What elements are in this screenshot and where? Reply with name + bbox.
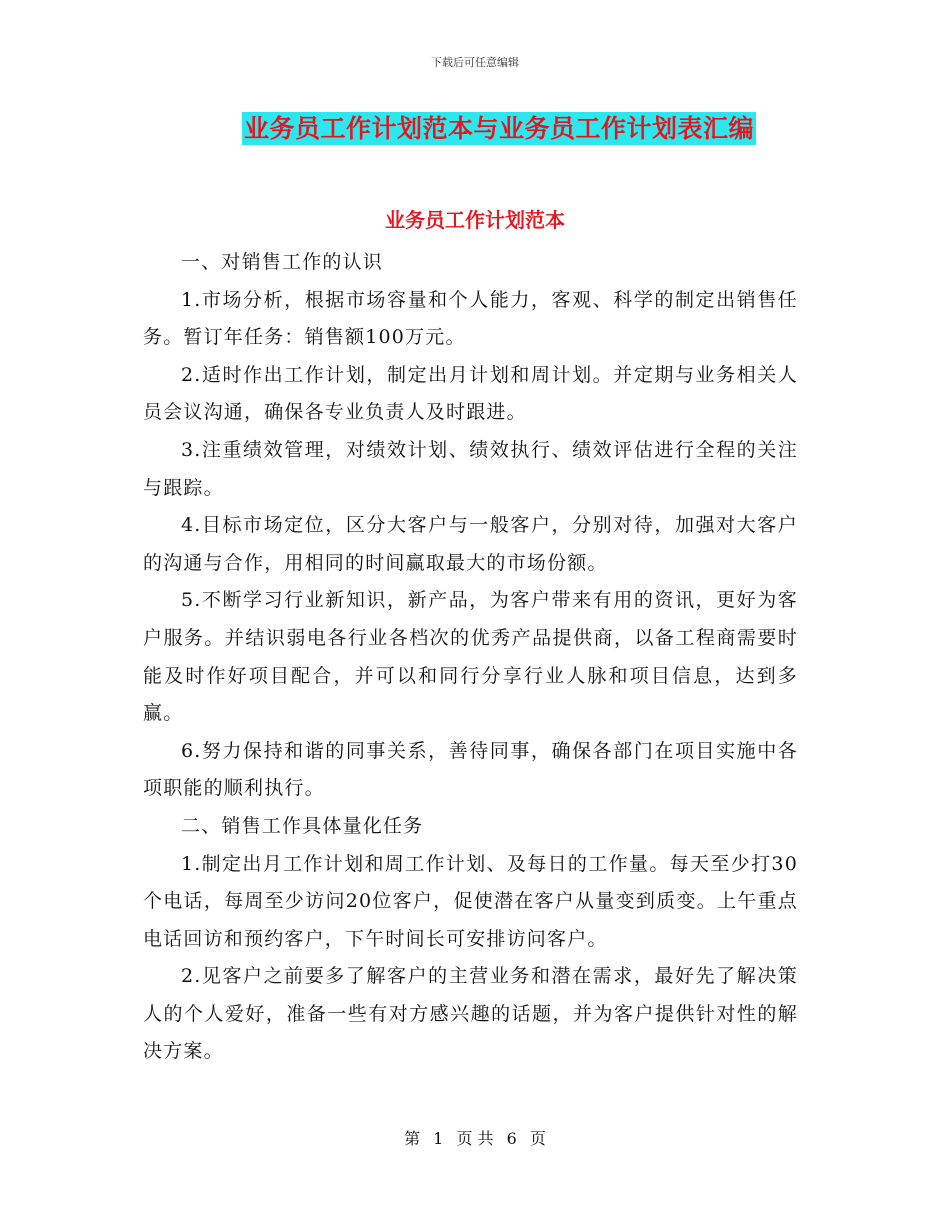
paragraph: 2.见客户之前要多了解客户的主营业务和潜在需求，最好先了解决策人的个人爱好，准备一些有对方感兴趣的话题，并为客户提供针对性的解决方案。	[143, 965, 798, 1063]
paragraph: 2.适时作出工作计划，制定出月计划和周计划。并定期与业务相关人员会议沟通，确保各专业负责人及时跟进。	[143, 363, 798, 424]
paragraph: 6.努力保持和谐的同事关系，善待同事，确保各部门在项目实施中各项职能的顺利执行。	[143, 739, 798, 800]
paragraph: 3.注重绩效管理，对绩效计划、绩效执行、绩效评估进行全程的关注与跟踪。	[143, 438, 798, 499]
header-note: 下载后可任意编辑	[431, 56, 519, 69]
section-heading-2: 二、销售工作具体量化任务	[181, 814, 424, 837]
document-body	[143, 244, 798, 1071]
paragraph: 1.市场分析，根据市场容量和个人能力，客观、科学的制定出销售任务。暂订年任务：销售额100万元。	[143, 288, 798, 349]
footer-suffix: 页	[529, 1129, 546, 1148]
footer-total-pages: 6	[506, 1129, 517, 1148]
footer-page-number: 1	[433, 1129, 444, 1148]
footer-prefix: 第	[404, 1129, 421, 1148]
page-footer	[0, 1126, 950, 1149]
paragraph: 1.制定出月工作计划和周工作计划、及每日的工作量。每天至少打30个电话，每周至少访问20位客户，促使潜在客户从量变到质变。上午重点电话回访和预约客户，下午时间长可安排访问客户。	[143, 852, 798, 950]
main-title: 业务员工作计划范本与业务员工作计划表汇编	[243, 114, 754, 143]
sub-title: 业务员工作计划范本	[385, 208, 565, 232]
paragraph: 4.目标市场定位，区分大客户与一般客户，分别对待，加强对大客户的沟通与合作，用相同的时间赢取最大的市场份额。	[143, 514, 798, 574]
paragraph: 5.不断学习行业新知识，新产品，为客户带来有用的资讯，更好为客户服务。并结识弱电各行业各档次的优秀产品提供商，以备工程商需要时能及时作好项目配合，并可以和同行分享行业人脉和项目信息，达到多赢。	[143, 589, 798, 725]
section-heading-1: 一、对销售工作的认识	[181, 251, 384, 273]
footer-middle: 页 共	[456, 1129, 494, 1148]
main-title-container	[0, 112, 950, 145]
